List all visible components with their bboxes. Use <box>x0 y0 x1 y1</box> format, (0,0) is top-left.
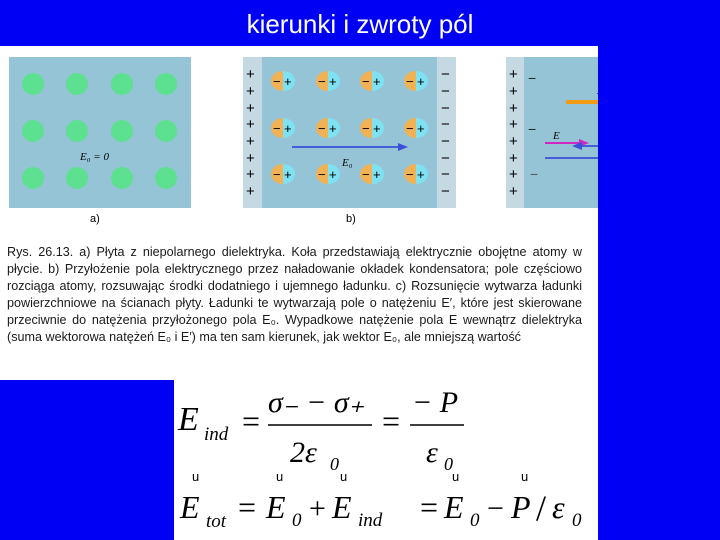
plate-plus-sign: + <box>509 116 518 133</box>
panel-label-b: b) <box>346 213 356 225</box>
plate-minus-sign: − <box>441 166 450 183</box>
caption-prefix: Rys. 26.13. <box>7 245 74 259</box>
figure-caption <box>7 244 582 346</box>
polarized-atom <box>404 118 428 138</box>
plate-minus-sign: − <box>441 100 450 117</box>
eq2-term-2-sub: ind <box>358 510 383 531</box>
eq2-lhs-sub: tot <box>206 511 227 532</box>
eq1-denominator-2: ε <box>426 436 438 469</box>
polarized-atom <box>360 164 384 184</box>
svg-text:−: − <box>318 74 326 89</box>
plate-plus-sign: + <box>509 66 518 83</box>
figure <box>0 46 598 246</box>
atom <box>111 167 133 189</box>
svg-text:−: − <box>362 167 370 182</box>
svg-text:−: − <box>530 166 539 182</box>
eq2-term-5: ε <box>552 489 565 525</box>
plate-plus-sign: + <box>509 100 518 117</box>
plate-plus-sign: + <box>246 183 255 200</box>
atom <box>155 73 177 95</box>
equation-1 <box>177 386 464 474</box>
resultant-field-label: E <box>553 130 560 142</box>
caption-text: a) Płyta z niepolarnego dielektryka. Koła przedstawiają elektrycznie obojętne atomy w płycie. b) Przyłożenie pola elektrycznego przez naładowanie okładek kondensatora; pole częściowo rozciąga atomy, rozsuwając środki dodatniego i ujemnego ładunku. c) Rozsunięcie wytwarza ładunki powierzchniowe na ścianach płyty. Ładunki te wytwarzają pole o natężeniu E′, które jest skierowane przeciwnie do natężenia przyłożonego pola E₀. Wypadkowe natężenie pola E wewnątrz dielektryka (suma wektorowa natężeń E₀ i E′) ma ten sam kierunek, jak wektor E₀, ale mniejszą wartość <box>7 245 582 344</box>
panel-b <box>243 57 456 225</box>
eq2-lhs: E <box>180 489 200 525</box>
svg-text:+: + <box>373 74 381 89</box>
vector-marks <box>192 469 528 484</box>
polarized-atom <box>316 71 340 91</box>
plate-plus-sign: + <box>509 133 518 150</box>
eq1-lhs: E <box>178 401 199 438</box>
eq2-equals-2: = <box>420 489 439 525</box>
eq1-lhs-sub: ind <box>204 424 229 445</box>
eq1-numerator-1: σ₋ − σ₊ <box>268 386 365 419</box>
eq1-denominator-1: 2ε <box>290 436 317 469</box>
plate-minus-sign: − <box>441 183 450 200</box>
svg-text:+: + <box>329 167 337 182</box>
svg-text:−: − <box>318 167 326 182</box>
svg-text:−: − <box>362 121 370 136</box>
atom <box>155 120 177 142</box>
svg-text:u: u <box>452 469 460 484</box>
polarized-atom <box>360 118 384 138</box>
polarized-atom <box>316 118 340 138</box>
plate-plus-sign: + <box>509 83 518 100</box>
atom <box>111 120 133 142</box>
equation-2 <box>179 469 582 532</box>
eq1-denominator-2-sub: 0 <box>444 454 453 474</box>
plate-minus-sign: − <box>441 150 450 167</box>
polarized-atom <box>360 71 384 91</box>
slide-title: kierunki i zwroty pól <box>246 9 474 39</box>
plate-charges-plus <box>246 66 255 200</box>
panel-a <box>9 57 191 225</box>
eq2-term-3: E <box>444 489 464 525</box>
polarized-atom <box>271 118 295 138</box>
plate-minus-sign: − <box>441 133 450 150</box>
plate-plus-sign: + <box>509 183 518 200</box>
plate-minus-sign: − <box>441 66 450 83</box>
svg-text:−: − <box>362 74 370 89</box>
plate-charges-plus-c <box>509 66 518 200</box>
atom <box>66 73 88 95</box>
field-label-a: E₀ = 0 <box>80 151 109 163</box>
polarized-atom <box>404 164 428 184</box>
eq2-slash: / <box>536 488 547 528</box>
eq1-numerator-2: − P <box>412 386 459 419</box>
svg-text:+: + <box>329 74 337 89</box>
svg-text:−: − <box>528 70 537 86</box>
atom <box>22 73 44 95</box>
eq1-denominator-1-sub: 0 <box>330 454 339 474</box>
field-label-b: E₀ <box>342 157 353 169</box>
atom <box>66 167 88 189</box>
atom <box>66 120 88 142</box>
svg-text:+: + <box>329 121 337 136</box>
svg-text:−: − <box>273 121 281 136</box>
svg-text:u: u <box>340 469 348 484</box>
eq2-term-1: E <box>266 489 286 525</box>
panel-c <box>506 57 598 225</box>
polarization-label <box>596 75 598 99</box>
polarized-atom <box>316 164 340 184</box>
svg-text:−: − <box>273 74 281 89</box>
plate-plus-sign: + <box>509 150 518 167</box>
plate-minus-sign: − <box>441 116 450 133</box>
atom <box>111 73 133 95</box>
svg-text:−: − <box>406 121 414 136</box>
panel-label-a: a) <box>90 213 100 225</box>
plate-plus-sign: + <box>246 133 255 150</box>
svg-text:u: u <box>276 469 284 484</box>
eq2-equals-1: = <box>238 489 257 525</box>
svg-text:+: + <box>284 121 292 136</box>
atom <box>155 167 177 189</box>
plate-plus-sign: + <box>246 116 255 133</box>
plate-plus-sign: + <box>246 150 255 167</box>
eq2-term-2: E <box>332 489 352 525</box>
svg-text:u: u <box>192 469 200 484</box>
eq2-term-4: P <box>511 489 531 525</box>
plate-charges-minus <box>441 66 450 200</box>
plate-plus-sign: + <box>246 66 255 83</box>
svg-text:−: − <box>406 74 414 89</box>
eq2-term-5-sub: 0 <box>572 510 582 531</box>
eq2-minus: − <box>487 492 504 525</box>
svg-text:+: + <box>284 167 292 182</box>
polarized-atom <box>271 71 295 91</box>
eq2-term-3-sub: 0 <box>470 510 480 531</box>
svg-text:+: + <box>284 74 292 89</box>
svg-text:+: + <box>417 167 425 182</box>
eq2-term-1-sub: 0 <box>292 510 302 531</box>
svg-text:−: − <box>528 121 537 137</box>
polarized-atom <box>271 164 295 184</box>
plate-plus-sign: + <box>509 166 518 183</box>
atom <box>22 167 44 189</box>
svg-text:+: + <box>373 167 381 182</box>
plate-plus-sign: + <box>246 166 255 183</box>
svg-text:+: + <box>417 121 425 136</box>
plate-minus-sign: − <box>441 83 450 100</box>
svg-text:−: − <box>406 167 414 182</box>
equations <box>174 380 598 540</box>
svg-text:−: − <box>273 167 281 182</box>
svg-text:u: u <box>521 469 529 484</box>
plate-plus-sign: + <box>246 83 255 100</box>
eq2-plus: + <box>309 492 326 525</box>
eq1-equals-1: = <box>242 403 261 439</box>
atom <box>22 120 44 142</box>
svg-text:+: + <box>373 121 381 136</box>
polarized-atom <box>404 71 428 91</box>
plate-plus-sign: + <box>246 100 255 117</box>
svg-text:−: − <box>318 121 326 136</box>
eq1-equals-2: = <box>382 403 401 439</box>
svg-text:+: + <box>417 74 425 89</box>
